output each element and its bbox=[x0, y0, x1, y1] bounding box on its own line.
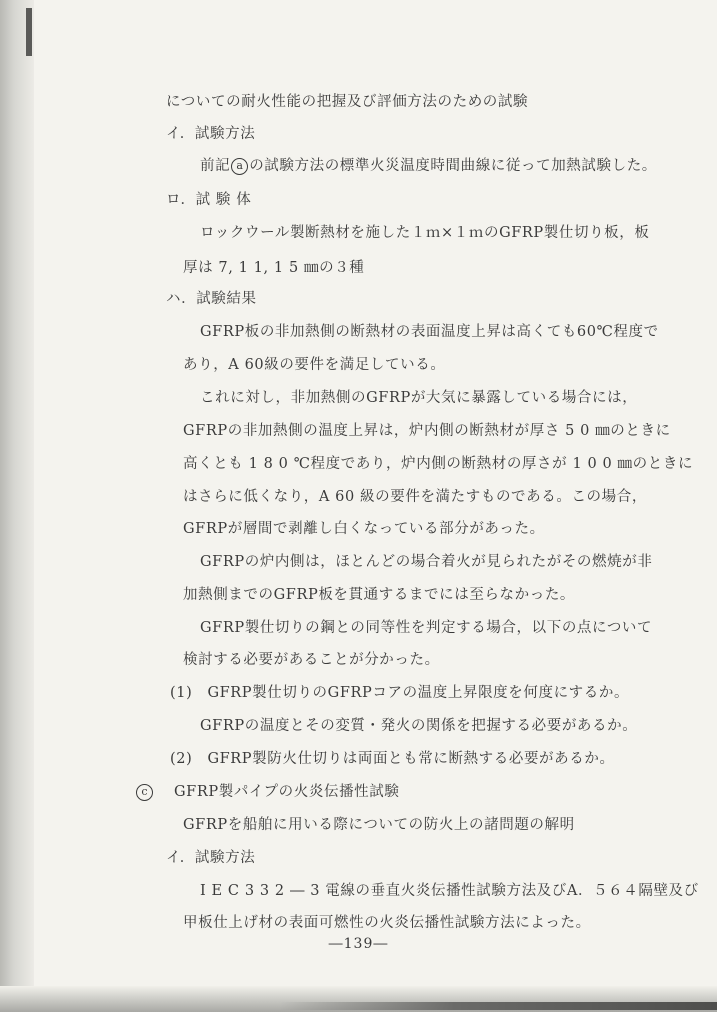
text-line: これに対し，非加熱側のGFRPが大気に暴露している場合には， bbox=[200, 390, 638, 406]
text-line: 検討する必要があることが分かった。 bbox=[183, 652, 440, 668]
text-line: GFRPを船舶に用いる際についての防火上の諸問題の解明 bbox=[183, 817, 575, 833]
list-item: (1) GFRP製仕切りのGFRPコアの温度上昇限度を何度にするか。 bbox=[170, 685, 630, 701]
text-line: あり，A 60級の要件を満足している。 bbox=[183, 357, 446, 373]
text-line: GFRP製仕切りの鋼との同等性を判定する場合，以下の点について bbox=[200, 620, 653, 636]
heading-text: GFRP製パイプの火炎伝播性試験 bbox=[174, 784, 400, 800]
text-prefix: 前記 bbox=[200, 158, 231, 174]
section-heading: イ．試験方法 bbox=[166, 850, 256, 866]
text-line: 甲板仕上げ材の表面可燃性の火炎伝播性試験方法によった。 bbox=[183, 915, 591, 931]
circled-marker-a: a bbox=[231, 158, 248, 175]
text-line: 厚は 7, 1 1, 1 5 ㎜の３種 bbox=[183, 260, 365, 276]
page-number: ―139― bbox=[328, 936, 389, 952]
section-heading-c bbox=[135, 782, 399, 802]
circled-marker-c: c bbox=[136, 784, 153, 801]
text-line: 高くとも 1 8 0 ℃程度であり，炉内側の断熱材の厚さが 1 0 0 ㎜のときに bbox=[183, 456, 694, 472]
text-line: GFRPの温度とその変質・発火の関係を把握する必要があるか。 bbox=[200, 718, 638, 734]
text-line: I E C 3 3 2 ― 3 電線の垂直火炎伝播性試験方法及びA．５６４隔壁及び bbox=[200, 883, 699, 899]
text-line: はさらに低くなり，A 60 級の要件を満たすものである。この場合， bbox=[183, 489, 647, 505]
list-item: (2) GFRP製防火仕切りは両面とも常に断熱する必要があるか。 bbox=[170, 751, 615, 767]
text-content: の試験方法の標準火災温度時間曲線に従って加熱試験した。 bbox=[249, 158, 657, 174]
text-line: GFRPが層間で剥離し白くなっている部分があった。 bbox=[183, 521, 545, 537]
section-heading: イ．試験方法 bbox=[166, 126, 256, 142]
text-line: についての耐火性能の把握及び評価方法のための試験 bbox=[166, 94, 529, 110]
section-heading: ハ．試験結果 bbox=[166, 291, 257, 307]
text-line: 加熱側までのGFRP板を貫通するまでには至らなかった。 bbox=[183, 587, 576, 603]
scan-left-edge bbox=[0, 0, 34, 1012]
text-line: GFRPの炉内側は，ほとんどの場合着火が見られたがその燃焼が非 bbox=[200, 554, 653, 570]
text-line: GFRPの非加熱側の温度上昇は，炉内側の断熱材が厚さ 5 0 ㎜のときに bbox=[183, 423, 671, 439]
text-line bbox=[200, 156, 657, 176]
scan-binding-mark bbox=[26, 8, 32, 56]
text-line: GFRP板の非加熱側の断熱材の表面温度上昇は高くても60℃程度で bbox=[200, 324, 659, 340]
scan-bottom-shadow bbox=[280, 1002, 717, 1010]
section-heading: ロ．試 験 体 bbox=[166, 192, 252, 208]
text-line: ロックウール製断熱材を施した１ｍ×１ｍのGFRP製仕切り板，板 bbox=[200, 225, 650, 241]
